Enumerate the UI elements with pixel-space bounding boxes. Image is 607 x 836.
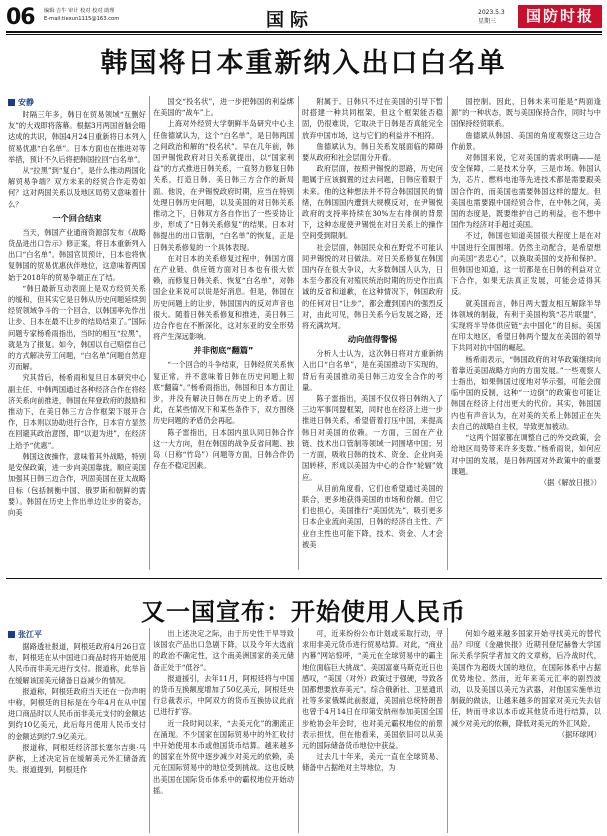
article1-credit: （据《解放日报》） bbox=[539, 477, 601, 487]
paragraph: 社会层面，韩国民众和在野党不可能认同尹锡悦的对日做法。对日关系修复在韩国国内存在很大争议，大多数韩国人认为，日本至今都没有对殖民统治时期的历史作出真诚的反省和道歉，在这种情况下，韩国政府的任何对日“让步”，都会遭到国内的强烈反对，由此可见，韩日关系今后发展之路，还将充满坎坷。 bbox=[302, 242, 443, 331]
paragraph-group bbox=[451, 96, 601, 477]
paragraph: 从目前角度看，它们也希望通过美国的联合，更多地获得美国的市场和份额。但它们也担心，美国推行“美国优先”，吸引更多日本企业流向美国，日韩的经济自主性、产业自主性也可能下降，技术、资金、人才会被美 bbox=[302, 483, 443, 549]
subheading: 一个回合结束 bbox=[52, 212, 102, 223]
paragraph-group bbox=[302, 348, 443, 550]
article1-column-3 bbox=[302, 96, 443, 570]
paragraph: 报道称，阿根廷政府当天还在一份声明中称，阿根廷的目标是在今年4月在从中国进口商品时以人民币而非美元支付的金额达到约10亿美元，此后每月使用人民币支付的金额达到约7.9亿美元。 bbox=[8, 686, 146, 741]
paragraph: 韩国这彼操作，意味着其外战略，特别是安保政策，进一步向美国靠拢。顺应美国加强其日韩三边合作，巩固美国在亚太战略目标（包括制衡中国、俄罗斯和朝鲜的需要）。韩国在历史上作出单边让步的姿态，向美 bbox=[8, 451, 146, 517]
paragraph: 詹德斌从韩国、美国的角度观察这三边合作前景。 bbox=[451, 130, 601, 151]
article1-column-1 bbox=[8, 96, 146, 570]
subheading: 并非彻底“翻篇” bbox=[193, 345, 254, 356]
column-divider bbox=[447, 96, 448, 570]
column-divider bbox=[149, 96, 150, 570]
paragraph-group bbox=[302, 628, 443, 774]
paragraph: 时隔三年多，韩日在贸易领域“互删好友”的大戏即将落幕。根据3月两国首脑会晤达成的共识，韩国4月24日重新将日本列入贸易优惠“白名单”。日本方面也在推进对等举措，预计不久后将把韩国拉回“白名单”。 bbox=[8, 110, 146, 164]
column-divider bbox=[149, 628, 150, 833]
editor-info bbox=[44, 7, 119, 23]
paragraph: 在对日本的关系修复过程中，韩国方面在产业链、供应链方面对日本也有很大依赖，而修复日韩关系、恢复“白名单”，对韩国企业来说可以说是好消息。但是，韩国在历史问题上的让步，韩国国内的反对声音也很大。随着日韩关系修复和推进，美日韩三边合作也在不断深化，这对东亚的安全形势将产生深远影响。 bbox=[153, 253, 294, 342]
paragraph-group bbox=[153, 628, 294, 796]
article2-column-1 bbox=[8, 628, 146, 833]
paragraph: 不过，韩国也知道美国很大程度上是在对中国进行全面围堵。仍然主动配合，是希望想向美国“表忠心”，以换取美国的支持和保护。但韩国也知道，这一切都是在日韩的利益对立下合作，如果无法真正发展，可能会适得其反。 bbox=[451, 231, 601, 297]
weekday-text: 星期三 bbox=[478, 18, 497, 25]
article2-credit: （据环球网） bbox=[557, 729, 601, 739]
paragraph: 陈子雷指出，美国不仅仅将日韩纳入了三边军事同盟框架，同时也在经济上进一步推进日韩关系，希望借着打压中国，来提高韩日对美国的依赖。一方面，三国在产业链、技术出口管制等领域一同围堵中国；另一方面，吸收日韩的技术、资金、企业向美国转移，形成以美国为中心的合作“轮辐”效应。 bbox=[302, 394, 443, 482]
paragraph: “一个回合的斗争结束，日韩经贸关系恢复正常，并不意味着日韩在历史问题上彻底“翻篇”。”杨希雨指出，韩国和日本方面让步，并没有解决日韩在历史上的矛盾。因此，在某些情况下和某些条件下，双方围绕历史问题的矛盾仍会再起。 bbox=[153, 360, 294, 426]
paragraph: 詹德斌认为，韩日关系发展面临的障碍要从政府和社会层面分开看。 bbox=[302, 141, 443, 163]
author-name: 安静 bbox=[18, 98, 34, 107]
paragraph-group bbox=[8, 109, 146, 210]
paragraph: 据路透社报道，阿根廷政府4月26日宣布，阿根廷在从中国进口商品时将开始使用人民币而非美元进行支付。报道称，此举旨在缓解该国美元储备日益减少的情况。 bbox=[8, 642, 146, 685]
paragraph: 上海对外经贸大学朝鲜半岛研究中心主任詹德斌认为，这个“白名单”，是日韩两国之间政治和解的“投名状”。早在几年前，韩国尹锡悦政府对日关系就提出，以“国家利益”的方式推进日韩关系，一直努力修复日韩关系，打造日韩、美日韩三方合作的新局面。他说，在尹锡悦政府时期，应当在特别处理日韩历史问题，以及美国的对日韩关系推动之下，日韩双方各自作出了一些妥协让步，形成了“日韩关系修复”的结果。日本对韩提出的出口管制，“白名单”的恢复，正是日韩关系修复的一个具体表现。 bbox=[153, 119, 294, 252]
article2-author bbox=[8, 628, 146, 641]
paragraph: 对韩国来说，它对美国的需求明确——是安全保障，二是技术分享，三是市场。韩国认为，芯片、燃料电池等先进技术都是需要跟美国合作的，而美国也需要韩国这样的盟友。但美国也需要跟中国经贸合作，在中韩之间，美国的态度是，既要维护自己的利益，也不想中国作为经济对手超过美国。 bbox=[451, 153, 601, 230]
subheading: 动向值得警惕 bbox=[347, 334, 398, 345]
article2-headline: 又一国宣布：开始使用人民币 bbox=[141, 598, 466, 626]
paragraph: 国控制。因此，日韩未来可能是“两面逢源”的一种状态，既与美国保持合作，同时与中国保持经贸联系。 bbox=[451, 97, 601, 129]
page-number: 06 bbox=[6, 5, 35, 30]
date-text: 2023.5.3 bbox=[478, 9, 505, 16]
issue-date bbox=[478, 8, 505, 26]
column-divider bbox=[298, 96, 299, 570]
paragraph: 陈子雷指出，日本国内虽认同日韩合作这一大方向，但在韩国的战争反省问题、独岛（日称“竹岛”）问题等方面，日韩合作仍存在不稳定因素。 bbox=[153, 427, 294, 471]
paragraph: 分析人士认为，这次韩日将对方重新纳入出口“白名单”，是在美国推动下实现的，背后有美国推动美日韩三边安全合作的考量。 bbox=[302, 349, 443, 392]
editor-line: 编辑 吉牛 审计 校对 校对 助理 bbox=[44, 8, 115, 14]
paragraph: 究其背后，杨希雨和复旦日本研究中心副主任、中韩两国通过各种经济合作在将经济关系向前推进，韩国在拜登政府的鼓励和推动下，在美日韩三方合作框架下展开合作，日本则以协助进行合作，日本官方显然在回避其政治意图，即“以退为进”，在经济上给予“优惠”。 bbox=[8, 373, 146, 450]
paragraph: 就美国而言，韩日两大盟友相互解除半导体领域的制裁，有利于美国构筑“芯片联盟”，实现将半导体供应链“去中国化”的目标。美国在印太地区，希望日韩两个盟友在美国的领导下共同对抗中国的崛起。 bbox=[451, 298, 601, 353]
article1-column-4 bbox=[451, 96, 601, 570]
article1-author bbox=[8, 96, 146, 109]
paragraph: 国交“投名状”，进一步把韩国的利益绑在美国的“战车”上。 bbox=[153, 97, 294, 118]
paragraph: 杨希雨表示，“韩国政府的对华政策继续向着靠近美国战略方向的方面发展。”一些观察人士指出，如果韩国过度地对华示强，可能会面临中国的反制，这种“一边倒”的政策也可能让韩国在经济上付出更大的代价。其实，韩国国内也有声音认为，在对美的关系上韩国正在失去自己的战略自主权，导致更加被动。 bbox=[451, 354, 601, 431]
paragraph: 当天，韩国产业通商资源部发布《战略货品进出口告示》修正案，将日本重新列入出口“白名单”。韩国官员预计，日本也将恢复韩国的贸易优惠伙伴地位，这意味着两国始于2018年的贸易争端正在了结。 bbox=[8, 227, 146, 282]
author-icon bbox=[8, 631, 15, 638]
paragraph: “这两个国家都在调整自己的外交政策，会给地区局势带来许多变数。”杨希雨说，如何应对中国的发展，是日韩两国对外政策中的重要课题。 bbox=[451, 433, 601, 476]
header-rule bbox=[6, 31, 602, 33]
paragraph: 附属于。日韩只不过在美国的引导下暂时搭建一种共同框架，但这个框架能否稳固，仍很难说，它取决于日韩是否真能完全放弃中国市场，这与它们的利益并不相符。 bbox=[302, 97, 443, 140]
paragraph: 报道称，阿根廷经济部长塞尔吉奥·马萨称，上述决定旨在缓解美元外汇储备流失。报道提到，阿根廷作 bbox=[8, 742, 146, 775]
header-rule-thin bbox=[6, 34, 602, 35]
author-name: 张江平 bbox=[18, 630, 42, 639]
article2-column-3 bbox=[302, 628, 443, 833]
paragraph: 近一段时间以来，“去美元化”的潮流正在涌现。不少国家在国际贸易中的外汇收付中开始使用本币或他国货币结算。越来越多的国家在外贸中逐步减少对美元的依赖，美元在国际贸易中的地位受到挑战。这也反映出美国在国际货币体系中的霸权地位开始动摇。 bbox=[153, 718, 294, 795]
paragraph-group bbox=[8, 227, 146, 518]
paragraph: 从“拉黑”到“复白”，是什么推动两国化解贸易争端？双方未来的经贸合作走势如何？这对两国关系以及地区局势又意味着什么？ bbox=[8, 166, 146, 209]
article1-column-2 bbox=[153, 96, 294, 570]
paragraph: 报道援引，去年11月，阿根廷将与中国的货币互换额度增加了50亿美元，阿根廷央行总裁表示，中阿双方的货币互换协议此前已进行扩容。 bbox=[153, 673, 294, 717]
newspaper-masthead: 国防时报 bbox=[518, 5, 602, 28]
paragraph-group bbox=[153, 96, 294, 342]
paragraph: 政府层面，按照尹锡悦的思路，历史问题属于应该搁置的过去问题，日韩应着眼于未来。他的这种想法并不符合韩国国民的情绪，在韩国国内遭到大规模反对，在尹锡悦政府的支持率持续在30%左右徘徊的背景下，这种态度使尹锡悦在对日关系上的操作空间受到限制。 bbox=[302, 164, 443, 241]
column-divider bbox=[447, 628, 448, 833]
article1-headline: 韩国将日本重新纳入出口白名单 bbox=[100, 48, 507, 79]
editor-email: E-mail:tiexun1115@163.com bbox=[44, 16, 120, 22]
paragraph: 何如今越来越多国家开始寻找美元的替代品？印度《金融快报》近期刊登尼赫鲁大学国际关系学院学者加文的文章称，后冷战时代，美国作为超级大国的地位，在国际体系中占据优势地位。然而，近年来美元汇率的剧烈波动，以及美国以美元为武器，对他国实施单边制裁的做法，让越来越多的国家对美元失去信任，转而寻求以本币或其他货币进行结算，以减少对美元的依赖，降低对美元的外汇风险。 bbox=[451, 629, 601, 728]
paragraph: 过去几十年来，美元一直在全球贸易、储备中占据绝对主导地位，为 bbox=[302, 752, 443, 773]
paragraph-group bbox=[451, 628, 601, 729]
author-icon bbox=[8, 99, 15, 106]
paragraph-group bbox=[302, 96, 443, 331]
article2-column-4 bbox=[451, 628, 601, 833]
section-title: 国际 bbox=[266, 10, 314, 31]
article2-column-2 bbox=[153, 628, 294, 833]
article-separator bbox=[6, 578, 602, 579]
paragraph: “韩日最新互动表面上是双方经贸关系的缓和，但其实它是日韩从历史问题延续到经贸领域争斗的一个回合，以韩国率先作出让步、日本在最不让步的结局结束了。”国际问题专家杨希雨指出，当时的相互“拉黑”，就是为了报复。如今，韩国以自己赔偿自己的方式解决劳工问题，“白名单”问题自然迎刃而解。 bbox=[8, 283, 146, 372]
paragraph: 出上述决定之际，由于历史性干旱导致该国农产品出口急剧下降，以及今年大选前的政治不确定性，这个南美洲国家的美元储备正处于“低谷”。 bbox=[153, 629, 294, 672]
column-divider bbox=[298, 628, 299, 833]
paragraph-group bbox=[8, 641, 146, 775]
paragraph: 可，近来纷纷公布计划或采取行动，寻求用非美元货币进行贸易结算。对此，“商业内幕”网站惊呼，“美元在全球贸易中的霸主地位面临巨大挑战”。美国富豪马斯克近日也感叹，“美国（对外）政策过于强硬，导致各国都想要放弃美元”。综合俄新社、卫星通讯社等多家俄媒此前报道，美国前总统特朗普也曾于4月14日在印第安纳州参加美国全国步枪协会年会时，也对美元霸权地位的前景表示担忧，但在他看来，美国依旧可以从美元的国际储备货币地位中获益。 bbox=[302, 629, 443, 751]
paragraph-group bbox=[153, 359, 294, 471]
